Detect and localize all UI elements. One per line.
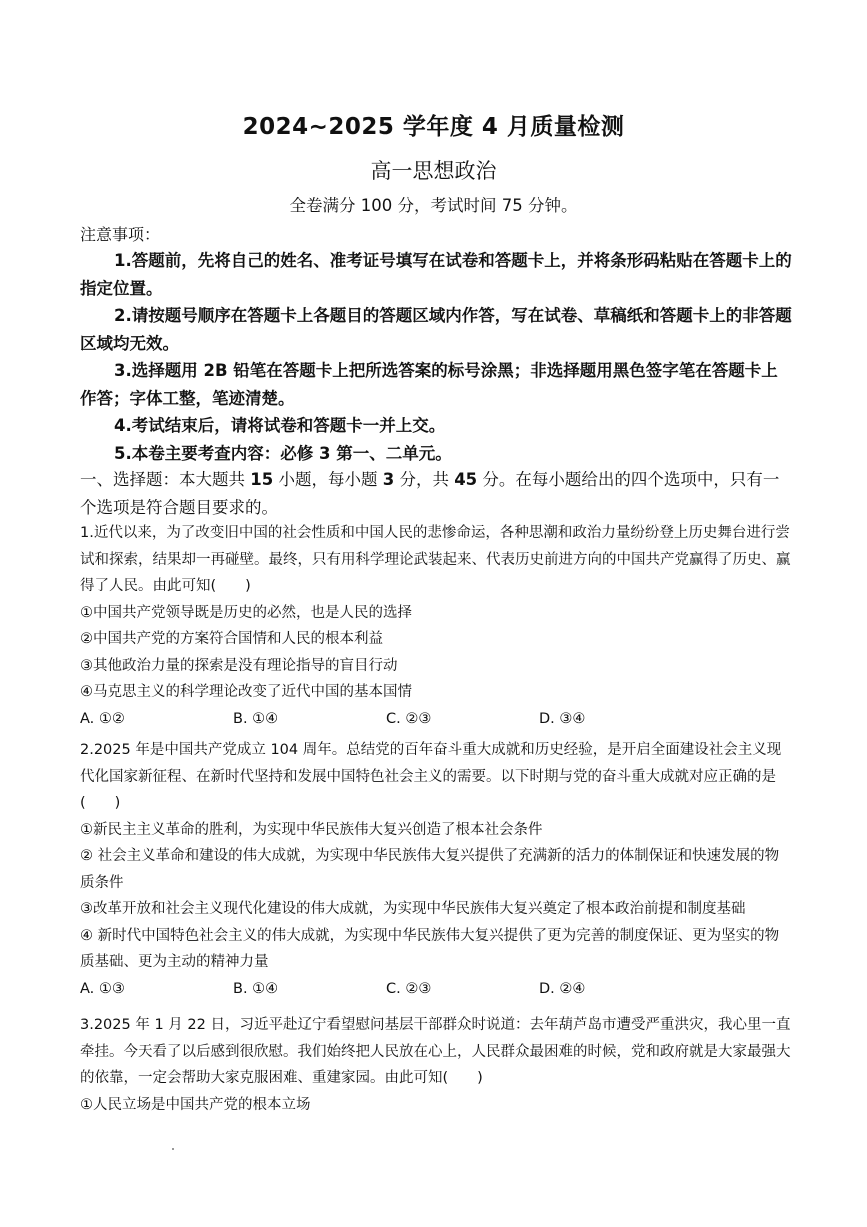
question-stem: 2.2025 年是中国共产党成立 104 周年。总结党的百年奋斗重大成就和历史经验，是开启全面建设社会主义现代化国家新征程、在新时代坚持和发展中国特色社会主义的需要。以下时期与党的奋斗重大成就对应正确的是( ) [80,742,782,811]
notice-item-text: 本卷主要考查内容：必修 3 第一、二单元。 [131,443,452,463]
answer-options [80,976,792,1002]
notice-item-1 [80,247,792,302]
question-2 [80,737,792,1002]
section-heading-text: 分。在每小题给出的四个选项中，只有一个选项是符合题目要求的。 [80,470,780,517]
section-heading-text: 一、选择题：本大题共 [80,470,251,489]
answer-options [80,706,792,732]
option-b: B. ①④ [233,980,279,997]
exam-subject: 高一思想政治 [370,159,497,183]
score-time-text: 全卷满分 100 分，考试时间 75 分钟。 [289,196,578,215]
notice-item-text: 答题前，先将自己的姓名、准考证号填写在试卷和答题卡上，并将条形码粘贴在答题卡上的指定位置。 [80,251,792,298]
scan-mark [172,1148,174,1150]
statement: ②中国共产党的方案符合国情和人民的根本利益 [80,631,383,647]
notice-item-3 [80,357,792,412]
notice-item-number: 1. [114,251,132,270]
notice-item-5 [80,440,792,468]
notice-heading: 注意事项： [80,225,161,244]
statement: ④ 新时代中国特色社会主义的伟大成就，为实现中华民族伟大复兴提供了更为完善的制度保证、更为坚实的物质基础、更为主动的精神力量 [80,927,780,970]
option-a: A. ①③ [80,980,125,997]
total-points: 45 [454,470,478,489]
notice-list [80,247,792,467]
points-per-question: 3 [382,470,395,489]
notice-item-text: 2B [203,361,228,380]
section-heading [80,466,792,521]
statement: ④马克思主义的科学理论改变了近代中国的基本国情 [80,684,412,700]
score-time-line [0,192,867,216]
statement: ② 社会主义革命和建设的伟大成就，为实现中华民族伟大复兴提供了充满新的活力的体制保证和快速发展的物质条件 [80,848,780,891]
section-heading-text: 分，共 [394,470,455,489]
statement: ①新民主主义革命的胜利，为实现中华民族伟大复兴创造了根本社会条件 [80,821,543,838]
statement: ①中国共产党领导既是历史的必然，也是人民的选择 [80,604,412,621]
notice-item-text: 考试结束后，请将试卷和答题卡一并上交。 [131,416,446,435]
notice-item-4 [80,412,792,440]
notice-item-text: 请按题号顺序在答题卡上各题目的答题区域内作答，写在试卷、草稿纸和答题卡上的非答题区域均无效。 [80,306,792,353]
option-c: C. ②③ [386,980,432,997]
notice-item-text: 铅笔在答题卡上把所选答案的标号涂黑；非选择题用黑色签字笔在答题卡上作答；字体工整，笔迹清楚。 [80,361,778,408]
notice-item-number: 5. [114,443,132,463]
section-heading-text: 小题，每小题 [273,470,383,489]
option-d: D. ②④ [539,980,586,997]
option-a: A. ①② [80,710,125,727]
option-d: D. ③④ [539,710,586,727]
question-stem: 3.2025 年 1 月 22 日，习近平赴辽宁看望慰问基层干部群众时说道：去年葫芦岛市遭受严重洪灾，我心里一直牵挂。今天看了以后感到很欣慰。我们始终把人民放在心上，人民群众最困难的时候，党和政府就是大家最强大的依靠，一定会帮助大家克服困难、重建家园。由此可知( ) [80,1017,791,1086]
question-count: 15 [250,470,274,489]
question-stem: 1.近代以来，为了改变旧中国的社会性质和中国人民的悲惨命运，各种思潮和政治力量纷纷登上历史舞台进行尝试和探索，结果却一再碰壁。最终，只有用科学理论武装起来、代表历史前进方向的中国共产党赢得了历史、赢得了人民。由此可知( ) [80,525,791,594]
statement: ③其他政治力量的探索是没有理论指导的盲目行动 [80,657,398,674]
option-c: C. ②③ [386,710,432,727]
notice-item-number: 4. [114,416,132,435]
notice-item-number: 3. [114,361,132,380]
statement: ③改革开放和社会主义现代化建设的伟大成就，为实现中华民族伟大复兴奠定了根本政治前提和制度基础 [80,901,746,917]
option-b: B. ①④ [233,710,279,727]
question-3 [80,1012,792,1118]
exam-title: 2024~2025 学年度 4 月质量检测 [242,114,625,140]
notice-item-number: 2. [114,306,132,325]
statement: ①人民立场是中国共产党的根本立场 [80,1096,311,1113]
notice-item-2 [80,302,792,357]
notice-item-text: 选择题用 [131,361,204,380]
question-1 [80,520,792,732]
